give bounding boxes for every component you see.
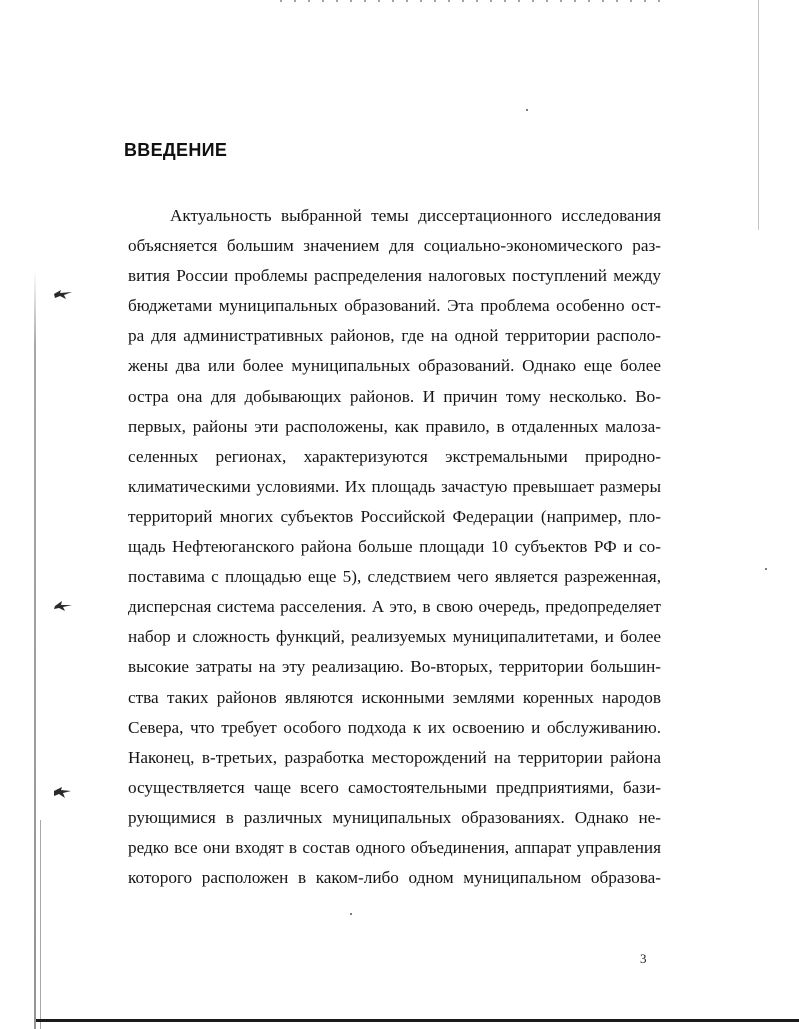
paragraph-line: дисперсная система расселения. А это, в свою очередь, предопределяет xyxy=(128,597,661,617)
paragraph-line: щадь Нефтеюганского района больше площади 10 субъектов РФ и со- xyxy=(128,537,661,557)
scan-binding-edge-inner xyxy=(40,820,41,1029)
introduction-paragraph xyxy=(128,201,661,893)
paragraph-line: ра для административных районов, где на одной территории располо- xyxy=(128,326,661,346)
paragraph-line: ства таких районов являются исконными землями коренных народов xyxy=(128,687,661,707)
binder-hole-mark xyxy=(52,785,74,799)
paragraph-line: климатическими условиями. Их площадь зачастую превышает размеры xyxy=(128,476,661,496)
scan-speck xyxy=(526,109,528,111)
paragraph-line: Наконец, в-третьих, разработка месторождений на территории района xyxy=(128,747,661,767)
paragraph-line: вития России проблемы распределения налоговых поступлений между xyxy=(128,266,661,286)
paragraph-line: бюджетами муниципальных образований. Эта проблема особенно ост- xyxy=(128,296,661,316)
scan-speck xyxy=(350,913,352,915)
paragraph-line: Севера, что требует особого подхода к их освоению и обслуживанию. xyxy=(128,717,661,737)
paragraph-line: которого расположен в каком-либо одном муниципальном образова- xyxy=(128,868,661,888)
paragraph-line: высокие затраты на эту реализацию. Во-вторых, территории большин- xyxy=(128,657,661,677)
paragraph-line: территорий многих субъектов Российской Федерации (например, пло- xyxy=(128,506,661,526)
scan-binding-edge xyxy=(34,270,36,1029)
paragraph-line: поставима с площадью еще 5), следствием чего является разреженная, xyxy=(128,567,661,587)
section-heading: ВВЕДЕНИЕ xyxy=(124,140,228,160)
page-number: 3 xyxy=(640,951,647,966)
scan-speck xyxy=(765,568,767,570)
paragraph-line: объясняется большим значением для социально-экономического раз- xyxy=(128,236,661,256)
scan-right-edge-artifact xyxy=(758,0,759,230)
binder-hole-mark xyxy=(52,287,74,301)
paragraph-line: первых, районы эти расположены, как правило, в отдаленных малоза- xyxy=(128,416,661,436)
paragraph-line: редко все они входят в состав одного объединения, аппарат управления xyxy=(128,837,661,857)
paragraph-line: остра она для добывающих районов. И причин тому несколько. Во- xyxy=(128,386,661,406)
scan-bottom-edge xyxy=(36,1019,799,1022)
paragraph-line: набор и сложность функций, реализуемых муниципалитетами, и более xyxy=(128,627,661,647)
paragraph-line: селенных регионах, характеризуются экстремальными природно- xyxy=(128,446,661,466)
paragraph-line: жены два или более муниципальных образований. Однако еще более xyxy=(128,356,661,376)
paragraph-line: рующимися в различных муниципальных образованиях. Однако не- xyxy=(128,807,661,827)
paragraph-line: Актуальность выбранной темы диссертационного исследования xyxy=(170,206,661,225)
binder-hole-mark xyxy=(52,599,74,613)
scan-top-edge-artifact xyxy=(280,0,660,2)
paragraph-line: осуществляется чаще всего самостоятельными предприятиями, бази- xyxy=(128,777,661,797)
